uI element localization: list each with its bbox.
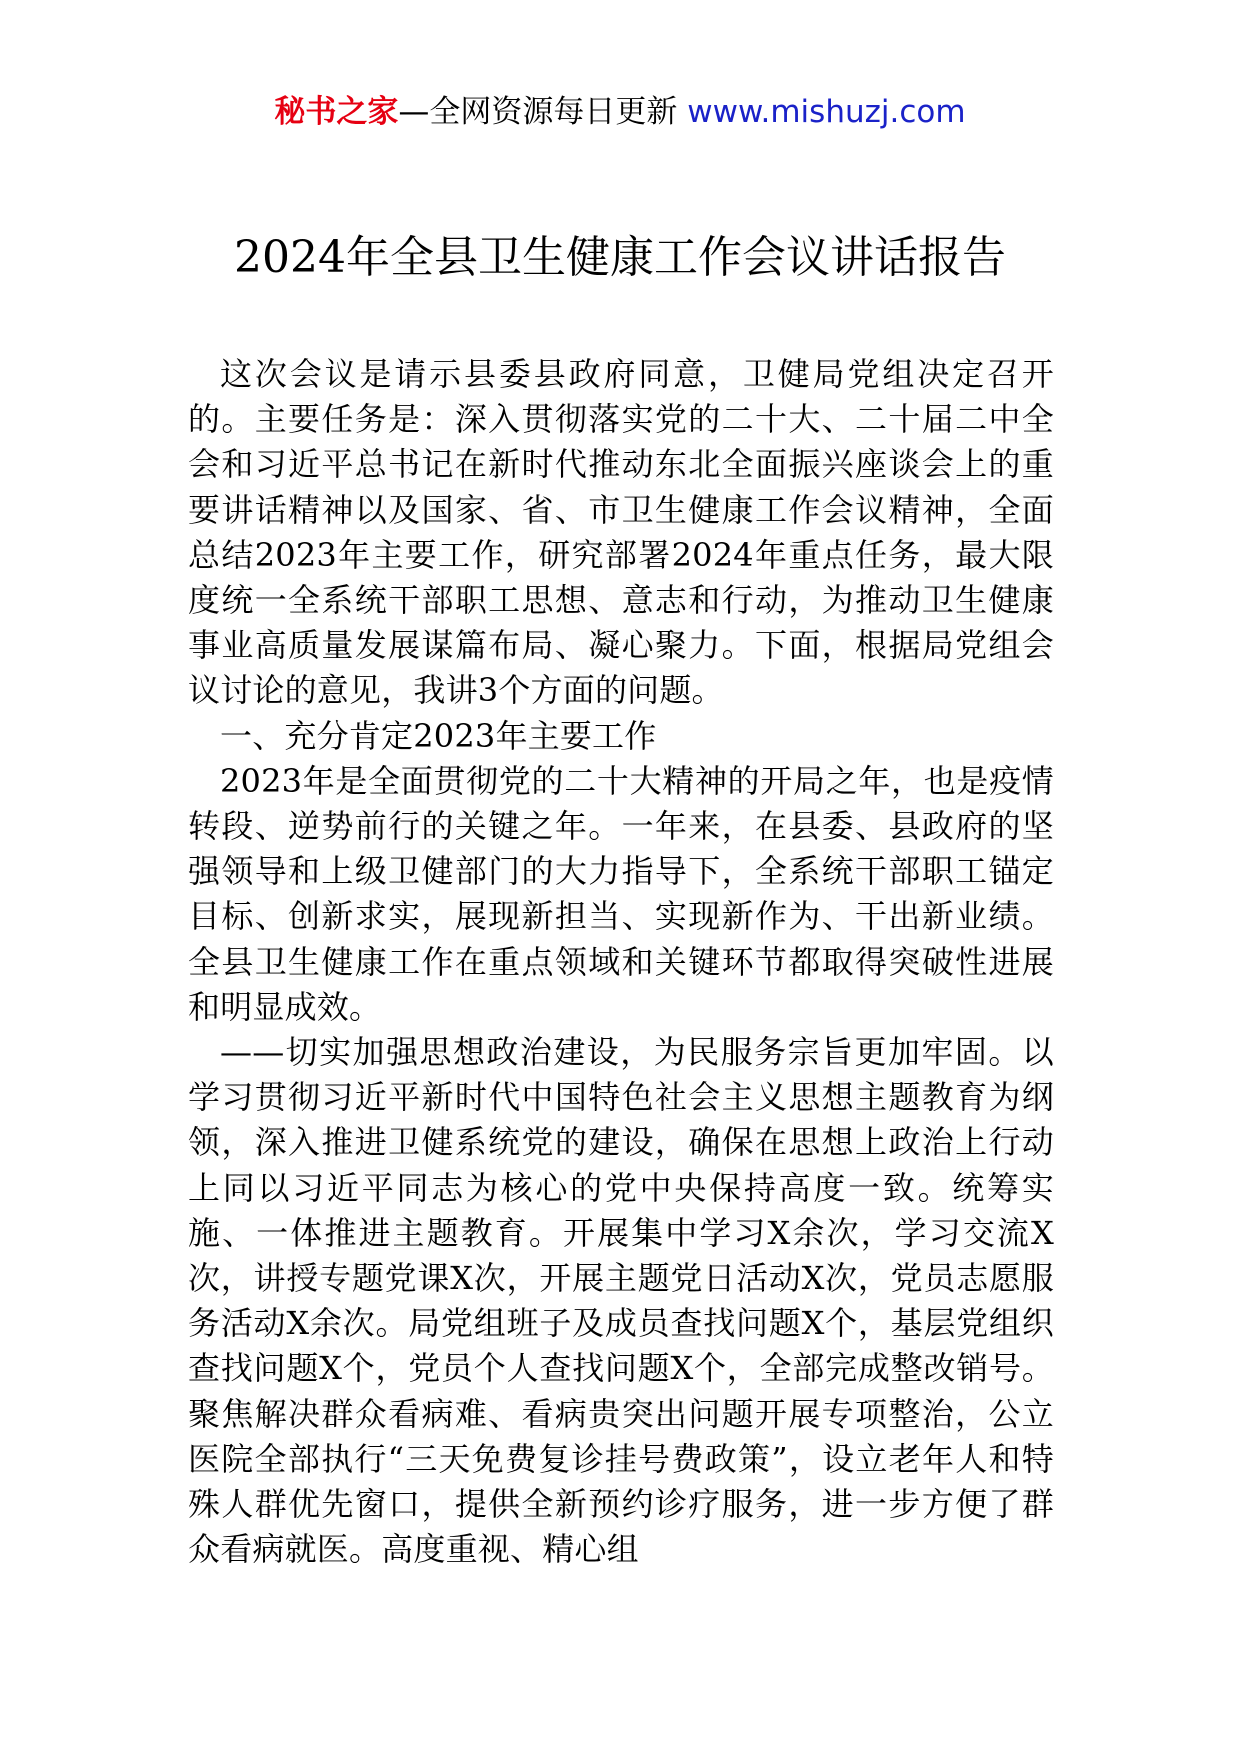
section-heading-1: 一、充分肯定2023年主要工作	[220, 716, 657, 755]
document-body	[188, 352, 1054, 1572]
paragraph-political-building: ——切实加强思想政治建设，为民服务宗旨更加牢固。以学习贯彻习近平新时代中国特色社会主义思想主题教育为纲领，深入推进卫健系统党的建设，确保在思想上政治上行动上同以习近平同志为核心的党中央保持高度一致。统筹实施、一体推进主题教育。开展集中学习X余次，学习交流X次，讲授专题党课X次，开展主题党日活动X次，党员志愿服务活动X余次。局党组班子及成员查找问题X个，基层党组织查找问题X个，党员个人查找问题X个，全部完成整改销号。聚焦解决群众看病难、看病贵突出问题开展专项整治，公立医院全部执行“三天免费复诊挂号费政策”，设立老年人和特殊人群优先窗口，提供全新预约诊疗服务，进一步方便了群众看病就医。高度重视、精心组	[188, 1033, 1054, 1569]
site-header	[0, 92, 1240, 132]
paragraph-2023-overview: 2023年是全面贯彻党的二十大精神的开局之年，也是疫情转段、逆势前行的关键之年。一年来，在县委、县政府的坚强领导和上级卫健部门的大力指导下，全系统干部职工锚定目标、创新求实，展现新担当、实现新作为、干出新业绩。全县卫生健康工作在重点领域和关键环节都取得突破性进展和明显成效。	[188, 761, 1054, 1026]
document-title: 2024年全县卫生健康工作会议讲话报告	[234, 232, 1006, 283]
site-slogan: —全网资源每日更新	[398, 94, 678, 130]
site-url-link[interactable]: www.mishuzj.com	[687, 94, 966, 130]
paragraph-intro: 这次会议是请示县委县政府同意，卫健局党组决定召开的。主要任务是：深入贯彻落实党的二十大、二十届二中全会和习近平总书记在新时代推动东北全面振兴座谈会上的重要讲话精神以及国家、省、市卫生健康工作会议精神，全面总结2023年主要工作，研究部署2024年重点任务，最大限度统一全系统干部职工思想、意志和行动，为推动卫生健康事业高质量发展谋篇布局、凝心聚力。下面，根据局党组会议讨论的意见，我讲3个方面的问题。	[188, 355, 1054, 710]
site-brand: 秘书之家	[274, 94, 399, 130]
